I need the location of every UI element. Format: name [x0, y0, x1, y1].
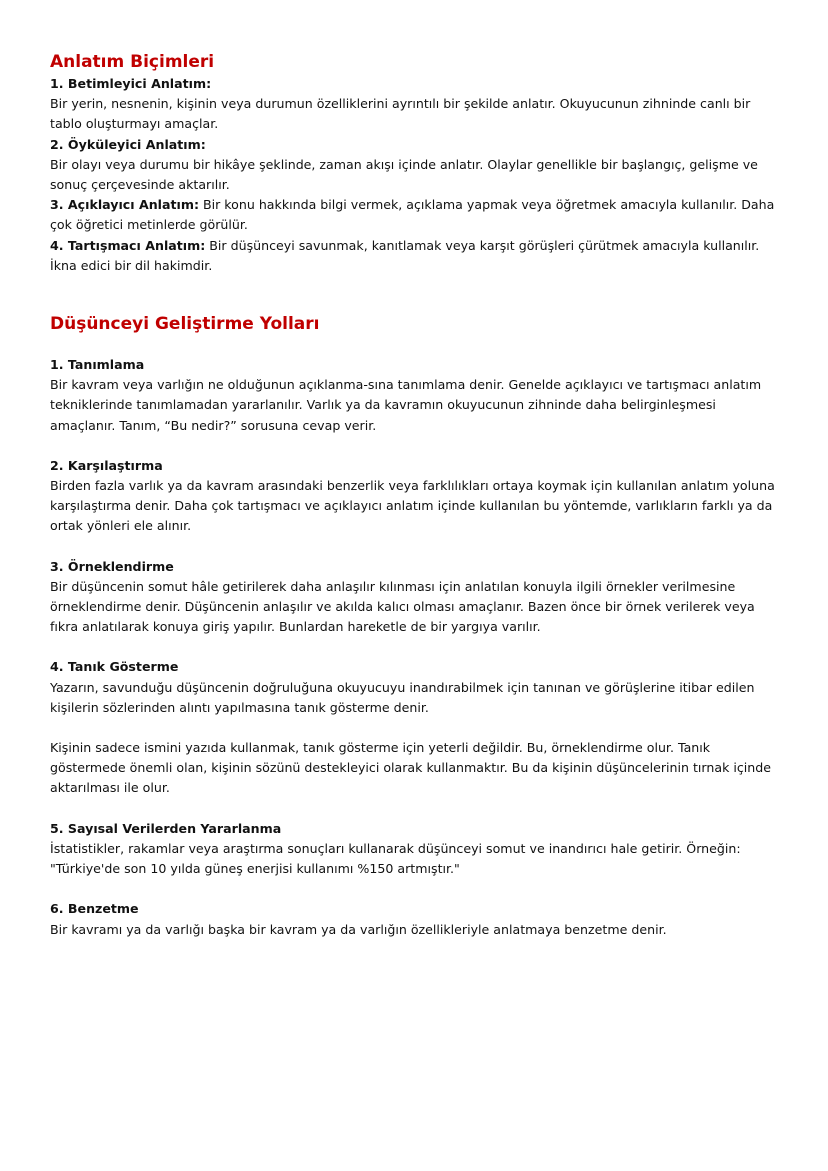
method-paragraph: İstatistikler, rakamlar veya araştırma sonuçları kullanarak düşünceyi somut ve inandırıcı hale getirir. Örneğin: "Türkiye'de son 10 yılda güneş enerjisi kullanımı %150 artmıştır." — [50, 840, 741, 877]
method-paragraph: Yazarın, savunduğu düşüncenin doğruluğuna okuyucuyu inandırabilmek için tanınan ve görüşlerine itibar edilen kişilerin sözlerinden alıntı yapılmasına tanık gösterme denir. — [50, 679, 755, 715]
method-heading: 5. Sayısal Verilerden Yararlanma — [50, 820, 282, 836]
method-heading: 6. Benzetme — [50, 901, 139, 917]
item-text: Bir yerin, nesnenin, kişinin veya durumun özelliklerini ayrıntılı bir şekilde anlatır. Okuyucunun zihninde canlı bir tablo oluşturmayı amaçlar. — [50, 96, 751, 132]
item-heading: 4. Tartışmacı Anlatım: — [50, 237, 206, 253]
list-item — [50, 236, 784, 276]
method-heading: 2. Karşılaştırma — [50, 457, 163, 473]
method-heading: 4. Tanık Gösterme — [50, 659, 179, 675]
list-item — [50, 195, 784, 235]
method-paragraph: Bir kavramı ya da varlığı başka bir kavram ya da varlığın özellikleriyle anlatmaya benzetme denir. — [50, 921, 667, 937]
method-heading: 3. Örneklendirme — [50, 558, 174, 574]
method-paragraph: Birden fazla varlık ya da kavram arasındaki benzerlik veya farklılıkları ortaya koymak için kullanılan anlatım yoluna karşılaştırma denir. Daha çok tartışmacı ve açıklayıcı anlatım içinde kullanılan bu yöntemde, varlıkların farklı ya da ortak yönleri ele alınır. — [50, 478, 775, 534]
item-text: Bir düşünceyi savunmak, kanıtlamak veya karşıt görüşleri çürütmek amacıyla kullanılır. İkna edici bir dil hakimdir. — [50, 237, 760, 273]
item-heading: 2. Öyküleyici Anlatım: — [50, 136, 206, 152]
method-paragraph: Kişinin sadece ismini yazıda kullanmak, tanık gösterme için yeterli değildir. Bu, örneklendirme olur. Tanık göstermede önemli olan, kişinin sözünü destekleyici olarak kullanmaktır. Bu da kişinin düşüncelerinin tırnak içinde aktarılması ile olur. — [50, 740, 772, 796]
list-item — [50, 74, 784, 135]
section-title: Anlatım Biçimleri — [50, 52, 215, 72]
item-text: Bir konu hakkında bilgi vermek, açıklama yapmak veya öğretmek amacıyla kullanılır. Daha çok öğretici metinlerde görülür. — [50, 197, 775, 233]
list-item — [50, 135, 784, 196]
method-block — [50, 738, 784, 799]
item-text: Bir olayı veya durumu bir hikâye şeklinde, zaman akışı içinde anlatır. Olaylar genellikle bir başlangıç, gelişme ve sonuç çerçevesinde aktarılır. — [50, 156, 758, 193]
section-anlatim-bicimleri — [50, 50, 784, 276]
item-heading: 1. Betimleyici Anlatım: — [50, 76, 212, 91]
section-dusunceyi-gelistirme — [50, 312, 784, 940]
method-block — [50, 557, 784, 638]
method-block — [50, 456, 784, 537]
method-block — [50, 899, 784, 939]
method-heading: 1. Tanımlama — [50, 357, 145, 373]
item-heading: 3. Açıklayıcı Anlatım: — [50, 197, 199, 213]
method-block — [50, 355, 784, 436]
method-paragraph: Bir kavram veya varlığın ne olduğunun açıklanma-sına tanımlama denir. Genelde açıklayıcı ve tartışmacı anlatım tekniklerinde tanımlamadan yararlanılır. Varlık ya da kavramın okuyucunun zihninde daha belirginleşmesi amaçlanır. Tanım, “Bu nedir?” sorusuna cevap verir. — [50, 377, 762, 433]
section-title: Düşünceyi Geliştirme Yolları — [50, 314, 320, 335]
method-paragraph: Bir düşüncenin somut hâle getirilerek daha anlaşılır kılınması için anlatılan konuyla ilgili örnekler verilmesine örneklendirme denir. Düşüncenin anlaşılır ve akılda kalıcı olması amaçlanır. Bazen önce bir örnek verilerek veya fıkra anlatılarak konuya giriş yapılır. Bunlardan hareketle de bir yargıya varılır. — [50, 578, 755, 635]
method-block — [50, 819, 784, 880]
method-block — [50, 657, 784, 718]
